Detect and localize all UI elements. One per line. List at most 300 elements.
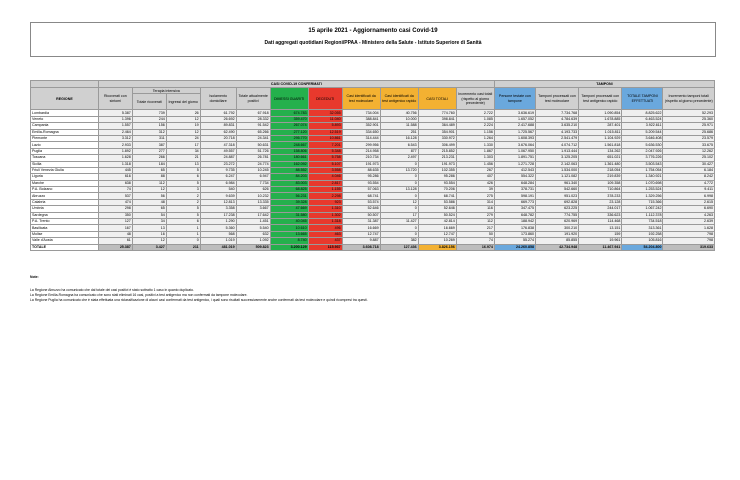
value-cell: 56.231 [270, 193, 308, 199]
value-cell: 1.557 [98, 123, 132, 129]
value-cell: 426 [456, 180, 494, 186]
region-cell: Liguria [31, 174, 99, 180]
value-cell: 1 [166, 231, 200, 237]
value-cell: 359.470 [270, 116, 308, 122]
value-cell: 3.922.611 [622, 123, 663, 129]
value-cell: 39.328 [270, 199, 308, 205]
region-cell: Sardegna [31, 212, 99, 218]
value-cell: 554.322 [494, 174, 535, 180]
value-cell: 9.411 [663, 187, 715, 193]
value-cell: 277.120 [270, 129, 308, 135]
value-cell: 496 [308, 225, 342, 231]
value-cell: 7.734 [236, 180, 270, 186]
value-cell: 1.155 [308, 187, 342, 193]
value-cell: 0 [380, 161, 418, 167]
value-cell: 1.290 [200, 219, 236, 225]
value-cell: 3.608.718 [342, 244, 380, 250]
value-cell: 31.580 [270, 212, 308, 218]
group-header-casi: CASI COVID-19 CONFERMATI [98, 81, 494, 88]
value-cell: 300.210 [535, 225, 578, 231]
value-cell: 13.151 [579, 225, 622, 231]
value-cell: 774.760 [418, 110, 456, 116]
value-cell: 112 [456, 219, 494, 225]
value-cell: 85.855 [535, 238, 578, 244]
value-cell: 50.524 [418, 212, 456, 218]
value-cell: 4.046 [308, 174, 342, 180]
value-cell: 25.360 [663, 116, 715, 122]
value-cell: 298 [98, 206, 132, 212]
value-cell: 50.631 [236, 142, 270, 148]
value-cell: 1.112.378 [622, 212, 663, 218]
value-cell: 24.887 [200, 155, 236, 161]
value-cell: 3.125.205 [535, 155, 578, 161]
value-cell: 2.541.479 [535, 135, 578, 141]
value-cell: 39 [456, 187, 494, 193]
value-cell: 1.330 [456, 142, 494, 148]
value-cell: 5.540 [236, 225, 270, 231]
value-cell: 7.201 [308, 142, 342, 148]
value-cell: 95.286 [342, 174, 380, 180]
value-cell: 57.063 [342, 187, 380, 193]
value-cell: 568 [200, 231, 236, 237]
value-cell: 65 [132, 167, 166, 173]
value-cell: 62.490 [200, 129, 236, 135]
column-header: Incremento casi totali (rispetto al giorno precedente) [456, 88, 494, 110]
value-cell: 12.262 [663, 148, 715, 154]
value-cell: 1.019 [200, 238, 236, 244]
value-cell: 116 [456, 206, 494, 212]
value-cell: 3.667 [236, 206, 270, 212]
value-cell: 1 [166, 225, 200, 231]
value-cell: 638 [98, 180, 132, 186]
region-cell: Valle d'Aosta [31, 238, 99, 244]
value-cell: 2.722 [456, 110, 494, 116]
value-cell: 1.318 [308, 219, 342, 225]
value-cell: 5.348 [308, 148, 342, 154]
value-cell: 25.387 [98, 244, 132, 250]
value-cell: 2 [166, 193, 200, 199]
value-cell: 2.639 [663, 219, 715, 225]
value-cell: 1.456 [456, 161, 494, 167]
value-cell: 4.193.733 [535, 129, 578, 135]
value-cell: 40.045 [270, 219, 308, 225]
value-cell: 692.828 [535, 199, 578, 205]
value-cell: 13.720 [380, 167, 418, 173]
value-cell: 215.852 [418, 148, 456, 154]
value-cell: 68.825 [270, 187, 308, 193]
value-cell: 26 [166, 110, 200, 116]
value-cell: 19 [166, 123, 200, 129]
value-cell: 387 [132, 142, 166, 148]
value-cell: 34 [166, 148, 200, 154]
value-cell: 0 [380, 193, 418, 199]
value-cell: 382 [380, 238, 418, 244]
value-cell: 16.128 [380, 135, 418, 141]
column-header: DECEDUTI [308, 88, 342, 110]
value-cell: 84.203 [270, 174, 308, 180]
value-cell: 21 [166, 155, 200, 161]
value-cell: 105.816 [622, 238, 663, 244]
value-cell: 1.892 [98, 148, 132, 154]
value-cell: 2.497 [380, 155, 418, 161]
value-cell: 16.669 [418, 225, 456, 231]
value-cell: 463 [308, 231, 342, 237]
value-cell: 24 [166, 135, 200, 141]
region-cell: Veneto [31, 116, 99, 122]
value-cell: 1.396 [98, 116, 132, 122]
value-cell: 277 [132, 148, 166, 154]
value-cell: 961.340 [535, 180, 578, 186]
value-cell: 32.055 [308, 110, 342, 116]
value-cell: 0 [380, 180, 418, 186]
value-cell: 1.318 [98, 161, 132, 167]
value-cell: 4.263 [663, 212, 715, 218]
value-cell: 65 [132, 206, 166, 212]
value-cell: 13 [166, 161, 200, 167]
value-cell: 354.901 [418, 129, 456, 135]
value-cell: 24.774 [236, 161, 270, 167]
value-cell: 12 [166, 116, 200, 122]
value-cell: 364.489 [418, 123, 456, 129]
value-cell: 2.047.926 [622, 148, 663, 154]
value-cell: 28.332 [236, 116, 270, 122]
value-cell: 12.747 [342, 231, 380, 237]
value-cell: 13 [132, 225, 166, 231]
value-cell: 11.588 [380, 123, 418, 129]
value-cell: 537 [98, 193, 132, 199]
value-cell: 109.358 [579, 180, 622, 186]
value-cell: 30.427 [663, 161, 715, 167]
value-cell: 1.310 [308, 206, 342, 212]
value-cell: 214.958 [342, 148, 380, 154]
value-cell: 1.253.524 [622, 187, 663, 193]
value-cell: 3.826.156 [418, 244, 456, 250]
value-cell: 56 [132, 193, 166, 199]
value-cell: 3.646.408 [622, 135, 663, 141]
value-cell: 306.499 [418, 142, 456, 148]
value-cell: 12.813 [200, 199, 236, 205]
value-cell: 40.756 [380, 110, 418, 116]
value-cell: 191.973 [418, 161, 456, 167]
value-cell: 211 [166, 244, 200, 250]
value-cell: 2.464 [98, 129, 132, 135]
value-cell: 267.074 [270, 123, 308, 129]
value-cell: 49.557 [200, 148, 236, 154]
value-cell: 50 [456, 231, 494, 237]
value-cell: 23.128 [579, 199, 622, 205]
value-cell: 6.984 [200, 180, 236, 186]
value-cell: 3.636.619 [494, 110, 535, 116]
value-cell: 12 [132, 187, 166, 193]
column-header: Incremento tamponi totali (rispetto al giorno precedente) [663, 88, 715, 110]
value-cell: 95.286 [418, 174, 456, 180]
value-cell: 1.913.444 [535, 148, 578, 154]
notes-section [30, 275, 630, 303]
value-cell: 17 [166, 142, 200, 148]
value-cell: 112 [132, 180, 166, 186]
value-cell: 6.463.524 [622, 116, 663, 122]
value-cell: 295.770 [270, 135, 308, 141]
value-cell: 54 [132, 212, 166, 218]
value-cell: 88.552 [270, 167, 308, 173]
region-cell: P.A. Trento [31, 219, 99, 225]
region-cell: Lazio [31, 142, 99, 148]
value-cell: 10.000 [380, 116, 418, 122]
value-cell: 12 [132, 238, 166, 244]
region-cell: Toscana [31, 155, 99, 161]
value-cell: 159 [579, 231, 622, 237]
value-cell: 3.312 [98, 135, 132, 141]
value-cell: 19.961 [579, 238, 622, 244]
value-cell: 5.758 [308, 155, 342, 161]
value-cell: 89.831 [200, 123, 236, 129]
value-cell: 9.887 [342, 238, 380, 244]
value-cell: 407 [456, 174, 494, 180]
value-cell: 1.329.256 [622, 193, 663, 199]
value-cell: 378.731 [494, 187, 535, 193]
value-cell: 167 [98, 225, 132, 231]
value-cell: 114.468 [579, 219, 622, 225]
value-cell: 134.262 [579, 148, 622, 154]
value-cell: 0 [380, 225, 418, 231]
value-cell: 1.092 [236, 238, 270, 244]
value-cell: 25.102 [663, 155, 715, 161]
value-cell: 173.860 [494, 231, 535, 237]
region-cell: Basilicata [31, 225, 99, 231]
value-cell: 266 [132, 155, 166, 161]
value-cell: 88 [132, 174, 166, 180]
value-cell: 74 [456, 238, 494, 244]
value-cell: 61 [98, 238, 132, 244]
total-row [31, 244, 715, 250]
value-cell: 5 [166, 180, 200, 186]
region-cell: P.A. Bolzano [31, 187, 99, 193]
value-cell: 11.467.941 [579, 244, 622, 250]
value-cell: 710.864 [579, 187, 622, 193]
value-cell: 412.543 [494, 167, 535, 173]
value-cell: 674.783 [270, 110, 308, 116]
value-cell: 3.776.226 [622, 155, 663, 161]
report-title: 15 aprile 2021 - Aggiornamento casi Covid-19 [308, 28, 438, 34]
value-cell: 4.772 [663, 180, 715, 186]
value-cell: 2.298 [308, 193, 342, 199]
value-cell: 10.269 [418, 238, 456, 244]
value-cell: 0 [380, 206, 418, 212]
value-cell: 12.519 [308, 129, 342, 135]
value-cell: 481.019 [200, 244, 236, 250]
value-cell: 20.718 [200, 135, 236, 141]
value-cell: 774.755 [535, 212, 578, 218]
region-cell: Piemonte [31, 135, 99, 141]
value-cell: 1.628 [663, 225, 715, 231]
value-cell: 219.839 [579, 174, 622, 180]
value-cell: 127.436 [380, 244, 418, 250]
value-cell: 319.633 [663, 244, 715, 250]
value-cell: 10.610 [270, 225, 308, 231]
value-cell: 158.806 [270, 148, 308, 154]
value-cell: 8.242 [663, 174, 715, 180]
value-cell: 1.754.054 [622, 167, 663, 173]
value-cell: 162.092 [270, 161, 308, 167]
value-cell: 23.579 [663, 135, 715, 141]
column-header: DIMESSI GUARITI [270, 88, 308, 110]
value-cell: 48 [98, 231, 132, 237]
value-cell: 13.335 [236, 199, 270, 205]
region-cell: Marche [31, 180, 99, 186]
value-cell: 16 [132, 231, 166, 237]
value-cell: 6 [166, 174, 200, 180]
table-body [31, 110, 715, 251]
value-cell: 378.233 [579, 193, 622, 199]
value-cell: 3.503.543 [622, 161, 663, 167]
value-cell: 10.861 [308, 135, 342, 141]
value-cell: 93.554 [418, 180, 456, 186]
value-cell: 3.558 [308, 167, 342, 173]
value-cell: 287.401 [579, 123, 622, 129]
report-header [30, 22, 716, 57]
region-cell: Umbria [31, 206, 99, 212]
value-cell: 1.067.950 [494, 148, 535, 154]
note-line: La Regione Puglia ha comunicato che è stata effettuata una riclassificazione di alcuni casi confermati da test antigenico, i quali sono risultati successivamente anche confermati da test molecolare e quindi ricompresi tra questi. [30, 298, 368, 302]
value-cell: 8.740 [270, 238, 308, 244]
value-cell: 6.690 [663, 206, 715, 212]
value-cell: 923 [308, 199, 342, 205]
group-header-terapia: Terapia intensiva [132, 88, 200, 94]
value-cell: 620.969 [535, 219, 578, 225]
value-cell: 67.918 [236, 110, 270, 116]
value-cell: 1.070.698 [622, 180, 663, 186]
column-header: Tamponi processati con test antigenico rapido [579, 88, 622, 110]
value-cell: 6 [166, 219, 200, 225]
value-cell: 102.355 [418, 167, 456, 173]
value-cell: 1.657.052 [494, 116, 535, 122]
covid-data-table [30, 80, 715, 251]
value-cell: 437 [308, 238, 342, 244]
value-cell: 3.200.129 [270, 244, 308, 250]
value-cell: 734.518 [622, 219, 663, 225]
value-cell: 5.107 [308, 161, 342, 167]
value-cell: 248.667 [270, 142, 308, 148]
value-cell: 191.973 [342, 161, 380, 167]
value-cell: 188.942 [494, 219, 535, 225]
value-cell: 1.561.818 [579, 142, 622, 148]
value-cell: 1.264 [456, 135, 494, 141]
region-cell: Calabria [31, 199, 99, 205]
value-cell: 42.814 [418, 219, 456, 225]
value-cell: 65.266 [236, 129, 270, 135]
value-cell: 2.224 [456, 123, 494, 129]
value-cell: 1.628 [98, 155, 132, 161]
value-cell: 330.972 [418, 135, 456, 141]
value-cell: 25.971 [663, 123, 715, 129]
value-cell: 2.417.688 [494, 123, 535, 129]
value-cell: 311 [132, 135, 166, 141]
value-cell: 1.015.811 [579, 129, 622, 135]
value-cell: 626 [236, 187, 270, 193]
column-header: Persone testate con tampone [494, 88, 535, 110]
value-cell: 33.675 [663, 142, 715, 148]
value-cell: 715.366 [622, 199, 663, 205]
value-cell: 51.726 [236, 148, 270, 154]
value-cell: 1.302 [308, 212, 342, 218]
value-cell: 616 [98, 174, 132, 180]
value-cell: 5.360 [200, 225, 236, 231]
value-cell: 6.543 [380, 142, 418, 148]
value-cell: 334.650 [342, 129, 380, 135]
value-cell: 1.090.854 [579, 110, 622, 116]
column-header: Casi identificati da test molecolare [342, 88, 380, 110]
value-cell: 52.646 [418, 206, 456, 212]
value-cell: 31.387 [342, 219, 380, 225]
column-header: CASI TOTALI [418, 88, 456, 110]
value-cell: 24.341 [236, 135, 270, 141]
value-cell: 23.272 [200, 161, 236, 167]
value-cell: 210.734 [342, 155, 380, 161]
value-cell: 47.318 [200, 142, 236, 148]
value-cell: 1.104.929 [579, 135, 622, 141]
value-cell: 1.340.921 [622, 174, 663, 180]
value-cell: 1.534.000 [535, 167, 578, 173]
value-cell: 951.023 [535, 193, 578, 199]
value-cell: 313.361 [622, 225, 663, 231]
value-cell: 184 [132, 161, 166, 167]
value-cell: 5.636.530 [622, 142, 663, 148]
value-cell: 2.817 [308, 180, 342, 186]
value-cell: 24.260.858 [494, 244, 535, 250]
value-cell: 1.867 [456, 148, 494, 154]
value-cell: 267 [456, 167, 494, 173]
value-cell: 9.735 [200, 167, 236, 173]
region-cell: Emilia-Romagna [31, 129, 99, 135]
value-cell: 669.773 [494, 199, 535, 205]
value-cell: 50.507 [342, 212, 380, 218]
value-cell: 47.669 [270, 206, 308, 212]
value-cell: 54.204.800 [622, 244, 663, 250]
value-cell: 5 [166, 212, 200, 218]
value-cell: 4.074.712 [535, 142, 578, 148]
value-cell: 798 [663, 238, 715, 244]
region-cell: Campania [31, 123, 99, 129]
value-cell: 115.937 [308, 244, 342, 250]
value-cell: 127 [98, 219, 132, 225]
value-cell: 1.891.751 [494, 155, 535, 161]
value-cell: 91.542 [236, 123, 270, 129]
column-header: Totale ricoverati [132, 94, 166, 110]
value-cell: 53.574 [342, 199, 380, 205]
notes-title: Note: [30, 275, 39, 279]
column-header: TOTALE TAMPONI EFFETTUATI [622, 88, 663, 110]
value-cell: 1.067.242 [622, 206, 663, 212]
region-cell: Abruzzo [31, 193, 99, 199]
value-cell: 0 [380, 231, 418, 237]
value-cell: 13.128 [380, 187, 418, 193]
value-cell: 1.678.885 [579, 116, 622, 122]
value-cell: 9.639 [200, 193, 236, 199]
column-header: Ingressi del giorno [166, 94, 200, 110]
value-cell: 5.209.544 [622, 129, 663, 135]
value-cell: 648.782 [494, 212, 535, 218]
value-cell: 25.686 [663, 129, 715, 135]
value-cell: 192.258 [622, 231, 663, 237]
value-cell: 352.901 [342, 123, 380, 129]
value-cell: 176.838 [494, 225, 535, 231]
value-cell: 217 [456, 225, 494, 231]
value-cell: 191.920 [535, 231, 578, 237]
region-cell: Friuli Venezia Giulia [31, 167, 99, 173]
value-cell: 4.784.639 [535, 116, 578, 122]
value-cell: 1.085 [456, 116, 494, 122]
value-cell: 11.427 [380, 219, 418, 225]
